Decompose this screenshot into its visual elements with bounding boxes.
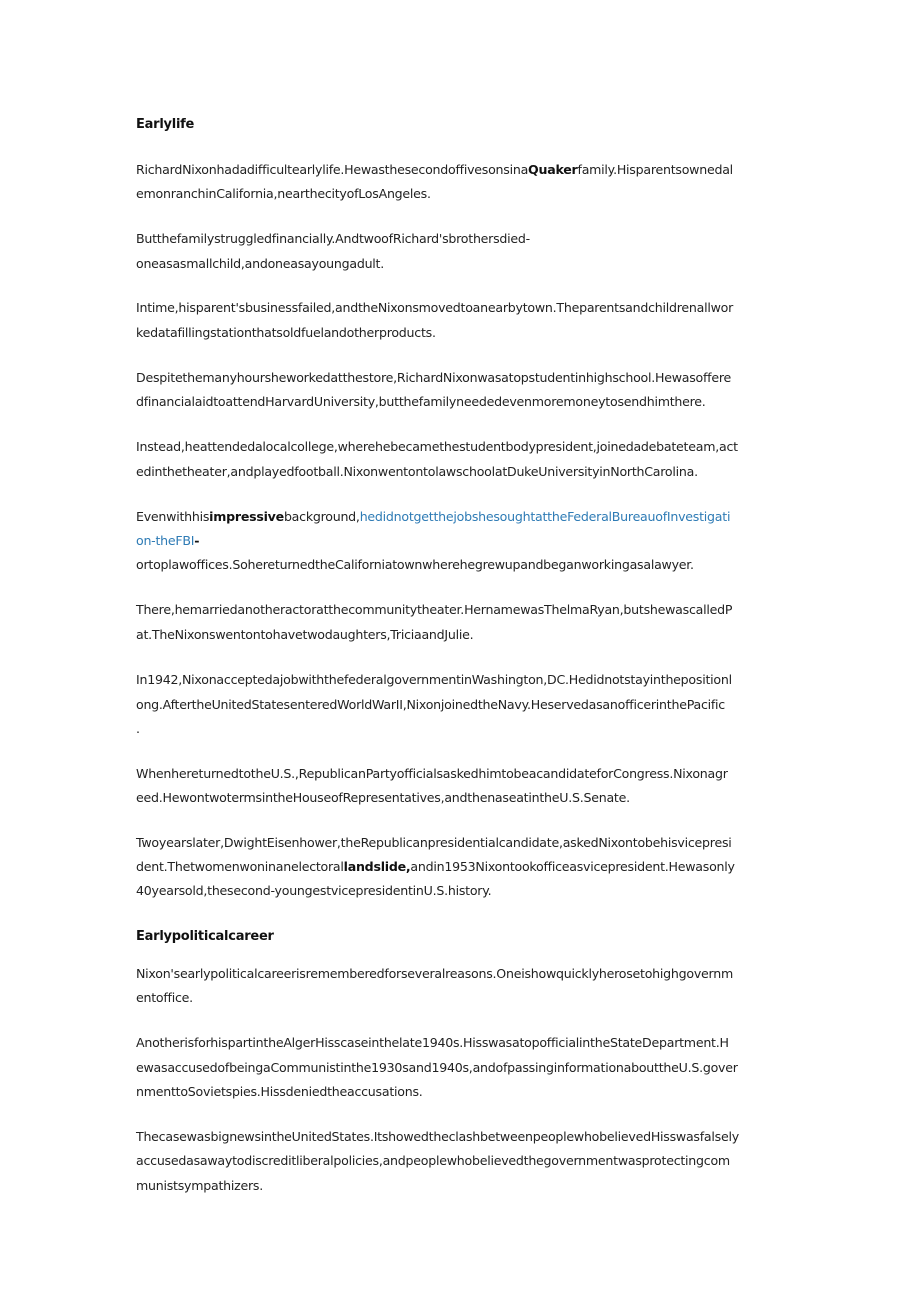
text-run: RichardNixonhadadifficultearlylife.Hewasthesecondoffivesonsina bbox=[136, 162, 529, 177]
text-run: andin1953Nixontookofficeasvicepresident.Hewasonly bbox=[410, 859, 735, 874]
paragraph-line: entoffice. bbox=[136, 990, 193, 1005]
paragraph-line: In1942,NixonacceptedajobwiththefederalgovernmentinWashington,DC.Hedidnotstayinthepositionl bbox=[136, 672, 732, 687]
paragraph-line: WhenhereturnedtotheU.S.,RepublicanPartyofficialsaskedhimtobeacandidateforCongress.Nixonagr bbox=[136, 766, 728, 781]
paragraph-line: Butthefamilystruggledfinancially.AndtwoofRichard'sbrothersdied- bbox=[136, 231, 530, 246]
text-run: family.Hisparentsownedal bbox=[577, 162, 733, 177]
paragraph-line: munistsympathizers. bbox=[136, 1178, 263, 1193]
bold-term-quaker: Quaker bbox=[528, 162, 578, 177]
bold-term-impressive: impressive bbox=[209, 509, 284, 524]
paragraph-line: ong.AftertheUnitedStatesenteredWorldWarII,NixonjoinedtheNavy.HeservedasanofficerinthePacific bbox=[136, 697, 725, 712]
paragraph-line: edinthetheater,andplayedfootball.NixonwentontolawschoolatDukeUniversityinNorthCarolina. bbox=[136, 464, 698, 479]
paragraph-line: AnotherisforhispartintheAlgerHisscaseinthelate1940s.HisswasatopofficialintheStateDepartment.H bbox=[136, 1035, 729, 1050]
bold-dash: - bbox=[194, 533, 200, 548]
paragraph-line: ewasaccusedofbeingaCommunistinthe1930sand1940s,andofpassinginformationabouttheU.S.gover bbox=[136, 1060, 738, 1075]
fbi-link[interactable]: hedidnotgetthejobshesoughtattheFederalBureauofInvestigati bbox=[359, 509, 731, 524]
paragraph-line bbox=[136, 162, 733, 178]
text-run: background, bbox=[283, 509, 360, 524]
paragraph-line: Twoyearslater,DwightEisenhower,theRepublicanpresidentialcandidate,askedNixontobehisvicepresi bbox=[136, 835, 732, 850]
paragraph-line: eed.HewontwotermsintheHouseofRepresentatives,andthenaseatintheU.S.Senate. bbox=[136, 790, 630, 805]
fbi-link-continued[interactable]: on-theFBI bbox=[136, 533, 195, 548]
paragraph-line bbox=[136, 533, 199, 549]
paragraph-line: . bbox=[136, 721, 140, 736]
paragraph-line: kedatafillingstationthatsoldfuelandotherproducts. bbox=[136, 325, 436, 340]
paragraph-line bbox=[136, 509, 730, 525]
paragraph-line: 40yearsold,thesecond-youngestvicepresidentinU.S.history. bbox=[136, 883, 492, 898]
paragraph-line: Intime,hisparent'sbusinessfailed,andtheNixonsmovedtoanearbytown.Theparentsandchildrenallwor bbox=[136, 300, 734, 315]
paragraph-line: dfinancialaidtoattendHarvardUniversity,butthefamilyneededevenmoremoneytosendhimthere. bbox=[136, 394, 706, 409]
bold-term-landslide: landslide, bbox=[343, 859, 411, 874]
text-run: dent.Thetwomenwoninanelectoral bbox=[136, 859, 344, 874]
section-heading-early-political-career: Earlypoliticalcareer bbox=[136, 929, 274, 944]
paragraph-line: accusedasawaytodiscreditliberalpolicies,andpeoplewhobelievedthegovernmentwasprotectingcom bbox=[136, 1153, 730, 1168]
paragraph-line bbox=[136, 859, 735, 875]
paragraph-line: at.TheNixonswentontohavetwodaughters,TriciaandJulie. bbox=[136, 627, 474, 642]
paragraph-line: ortoplawoffices.SohereturnedtheCaliforniatownwherehegrewupandbeganworkingasalawyer. bbox=[136, 557, 694, 572]
paragraph-line: ThecasewasbignewsintheUnitedStates.ItshowedtheclashbetweenpeoplewhobelievedHisswasfalsely bbox=[136, 1129, 739, 1144]
section-heading-early-life: Earlylife bbox=[136, 117, 195, 132]
paragraph-line: oneasasmallchild,andoneasayoungadult. bbox=[136, 256, 384, 271]
text-run: Evenwithhis bbox=[136, 509, 210, 524]
paragraph-line: nmenttoSovietspies.Hissdeniedtheaccusations. bbox=[136, 1084, 423, 1099]
paragraph-line: There,hemarriedanotheractoratthecommunitytheater.HernamewasThelmaRyan,butshewascalledP bbox=[136, 602, 733, 617]
paragraph-line: Instead,heattendedalocalcollege,wherehebecamethestudentbodypresident,joinedadebateteam,act bbox=[136, 439, 738, 454]
paragraph-line: Despitethemanyhoursheworkedatthestore,RichardNixonwasatopstudentinhighschool.Hewasoffere bbox=[136, 370, 732, 385]
paragraph-line: emonranchinCalifornia,nearthecityofLosAngeles. bbox=[136, 186, 431, 201]
paragraph-line: Nixon'searlypoliticalcareerisrememberedforseveralreasons.Oneishowquicklyherosetohighgovernm bbox=[136, 966, 733, 981]
